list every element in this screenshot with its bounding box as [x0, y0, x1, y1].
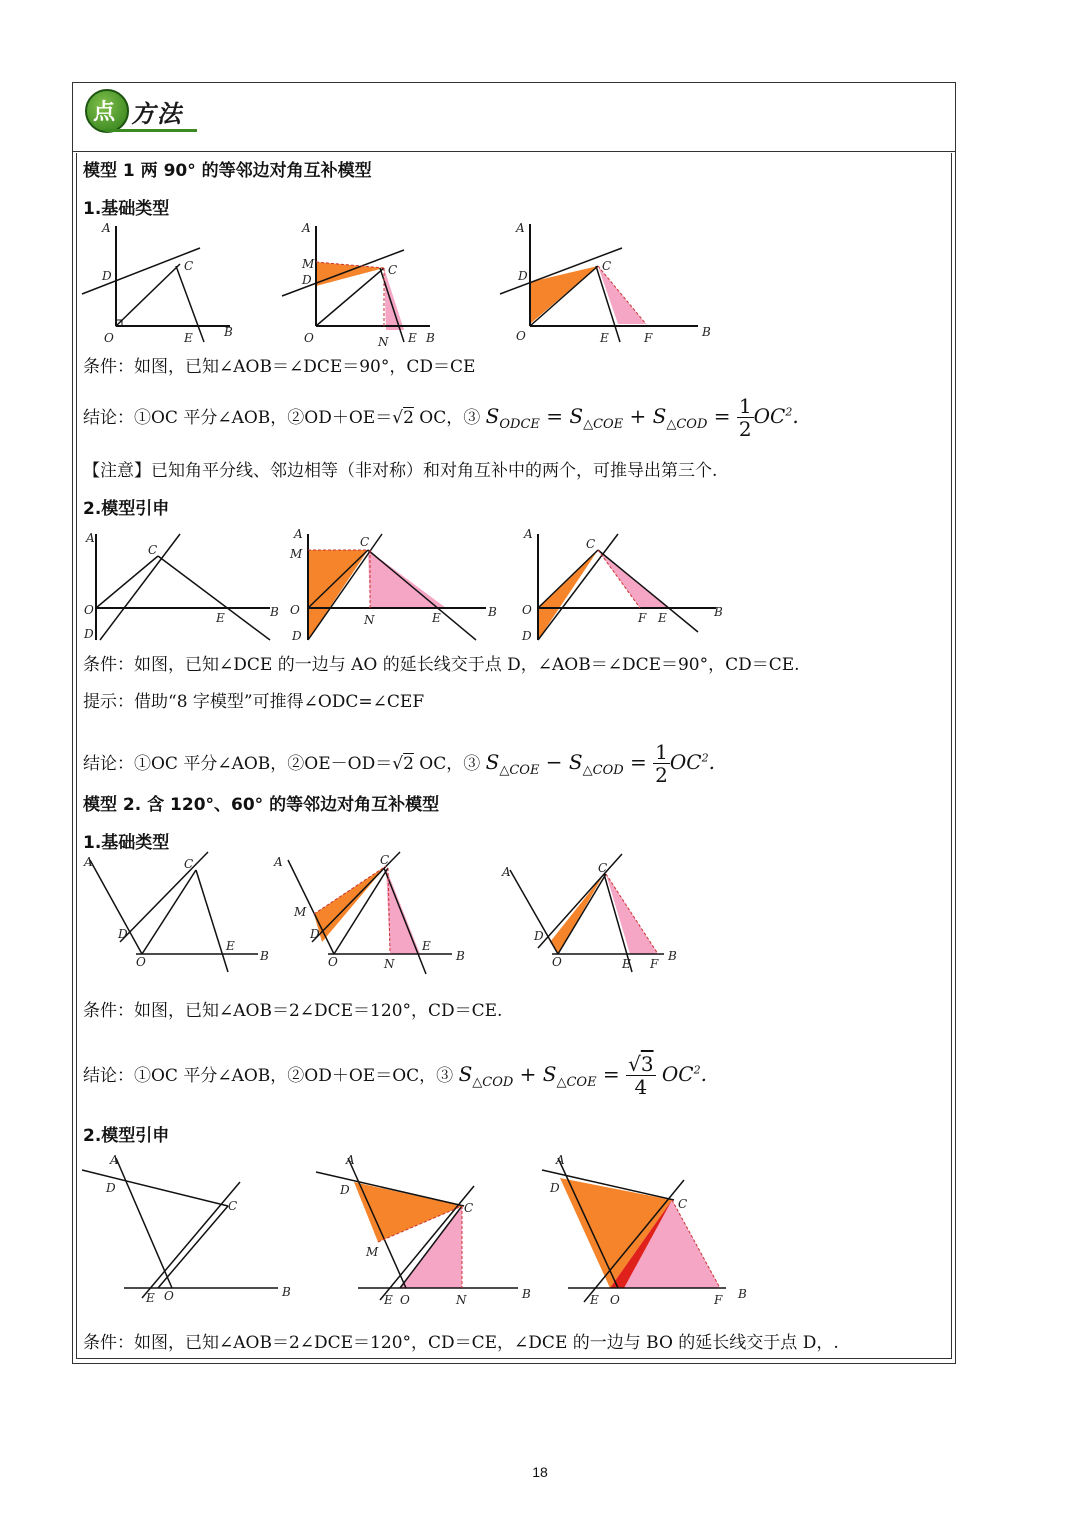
svg-text:A: A: [102, 221, 111, 235]
svg-text:A: A: [274, 855, 283, 869]
svg-text:E: E: [658, 611, 667, 625]
svg-text:E: E: [600, 331, 609, 345]
svg-text:A: A: [502, 865, 511, 879]
figure-2f: [536, 1150, 766, 1310]
svg-text:F: F: [644, 331, 653, 345]
svg-text:C: C: [184, 259, 194, 273]
svg-text:A: A: [346, 1153, 355, 1167]
svg-text:D: D: [550, 1181, 560, 1195]
model2-conclusion1-prefix: 结论：①OC 平分∠AOB，②OD＋OE＝OC，③: [83, 1066, 454, 1086]
svg-text:A: A: [84, 855, 93, 869]
svg-text:B: B: [488, 605, 497, 619]
svg-text:C: C: [380, 853, 390, 867]
svg-text:E: E: [384, 1293, 393, 1307]
svg-text:M: M: [290, 547, 303, 561]
area-formula-1: $S_{ODCE} = S_{\triangle COE} + S_{\triangle COD}$ = $\frac{1}{2}$ $OC^2$.: [485, 394, 799, 441]
model1-basic-title: 1.基础类型: [83, 199, 170, 219]
svg-text:E: E: [216, 611, 225, 625]
svg-text:E: E: [590, 1293, 599, 1307]
figure-2d: [80, 1150, 300, 1310]
svg-text:N: N: [364, 613, 375, 627]
svg-text:E: E: [422, 939, 431, 953]
svg-text:B: B: [738, 1287, 747, 1301]
svg-text:C: C: [464, 1201, 474, 1215]
figure-1f: [520, 528, 740, 648]
model1-conclusion1: [83, 396, 799, 439]
svg-text:O: O: [552, 955, 562, 969]
model2-ext-title: 2.模型引申: [83, 1126, 170, 1146]
svg-text:D: D: [340, 1183, 350, 1197]
svg-text:B: B: [260, 949, 269, 963]
svg-text:C: C: [228, 1199, 238, 1213]
conclusion1-prefix: 结论：①OC 平分∠AOB，②OD＋OE＝: [83, 408, 393, 428]
svg-text:B: B: [702, 325, 711, 339]
svg-text:A: A: [556, 1153, 565, 1167]
svg-text:O: O: [84, 603, 94, 617]
svg-text:B: B: [270, 605, 279, 619]
svg-text:B: B: [282, 1285, 291, 1299]
svg-text:O: O: [516, 329, 526, 343]
svg-text:C: C: [678, 1197, 688, 1211]
svg-text:F: F: [650, 957, 659, 971]
svg-text:O: O: [304, 331, 314, 345]
svg-text:E: E: [146, 1291, 155, 1305]
svg-text:O: O: [610, 1293, 620, 1307]
model1-note: 【注意】已知角平分线、邻边相等（非对称）和对角互补中的两个，可推导出第三个.: [83, 461, 718, 481]
svg-text:O: O: [328, 955, 338, 969]
svg-text:A: A: [110, 1153, 119, 1167]
svg-text:E: E: [184, 331, 193, 345]
svg-text:D: D: [522, 629, 532, 643]
svg-text:D: D: [106, 1181, 116, 1195]
svg-text:D: D: [292, 629, 302, 643]
figure-1d: [80, 528, 290, 648]
svg-text:F: F: [638, 611, 647, 625]
svg-text:E: E: [226, 939, 235, 953]
model2-conclusion1: [83, 1054, 707, 1097]
svg-text:O: O: [136, 955, 146, 969]
model1-condition1: 条件：如图，已知∠AOB＝∠DCE＝90°，CD＝CE: [83, 357, 476, 377]
svg-text:A: A: [516, 221, 525, 235]
logo-char: 点: [93, 100, 116, 125]
svg-text:B: B: [668, 949, 677, 963]
svg-text:C: C: [360, 535, 370, 549]
method-logo: [85, 89, 205, 133]
svg-text:C: C: [184, 857, 194, 871]
svg-text:D: D: [310, 927, 320, 941]
svg-text:B: B: [426, 331, 435, 345]
page-number: 18: [532, 1464, 548, 1480]
svg-text:B: B: [456, 949, 465, 963]
svg-text:C: C: [388, 263, 398, 277]
figure-1e: [286, 528, 506, 648]
svg-text:D: D: [102, 269, 112, 283]
conclusion2-mid: OC，③: [419, 754, 481, 774]
svg-text:D: D: [118, 927, 128, 941]
figure-1a: [80, 218, 250, 348]
sqrt2-symbol: √2: [392, 408, 414, 428]
model1-condition2: 条件：如图，已知∠DCE 的一边与 AO 的延长线交于点 D，∠AOB＝∠DCE＝90°，CD＝CE.: [83, 655, 800, 675]
model1-title: 模型 1 两 90° 的等邻边对角互补模型: [83, 161, 372, 181]
header-box: [73, 83, 955, 152]
svg-text:D: D: [84, 627, 94, 641]
svg-text:M: M: [302, 257, 315, 271]
svg-text:A: A: [302, 221, 311, 235]
svg-text:B: B: [522, 1287, 531, 1301]
svg-text:M: M: [294, 905, 307, 919]
figure-2a: [80, 850, 280, 980]
svg-text:D: D: [534, 929, 544, 943]
sqrt2-symbol-2: √2: [392, 754, 414, 774]
logo-text: 方法: [131, 100, 183, 128]
svg-text:B: B: [714, 605, 723, 619]
svg-text:O: O: [400, 1293, 410, 1307]
model1-conclusion2: [83, 742, 715, 785]
svg-text:O: O: [164, 1289, 174, 1303]
conclusion2-prefix: 结论：①OC 平分∠AOB，②OE－OD＝: [83, 754, 393, 774]
svg-text:A: A: [294, 527, 303, 541]
model2-basic-title: 1.基础类型: [83, 833, 170, 853]
svg-text:N: N: [456, 1293, 467, 1307]
conclusion1-mid: OC，③: [419, 408, 481, 428]
svg-text:B: B: [224, 325, 233, 339]
svg-text:N: N: [378, 335, 389, 349]
svg-text:A: A: [524, 527, 533, 541]
figure-1b: [280, 218, 450, 348]
svg-text:M: M: [366, 1245, 379, 1259]
svg-text:C: C: [586, 537, 596, 551]
model2-condition1: 条件：如图，已知∠AOB＝2∠DCE＝120°，CD＝CE.: [83, 1001, 503, 1021]
svg-text:D: D: [518, 269, 528, 283]
svg-text:O: O: [290, 603, 300, 617]
svg-text:E: E: [622, 957, 631, 971]
area-formula-2: $S_{\triangle COE} - S_{\triangle COD}$ = $\frac{1}{2}$ $OC^2$.: [485, 740, 715, 787]
figure-2b: [270, 850, 470, 980]
svg-text:E: E: [432, 611, 441, 625]
model1-hint: 提示：借助“8 字模型”可推得∠ODC=∠CEF: [83, 692, 425, 712]
model1-ext-title: 2.模型引申: [83, 499, 170, 519]
model2-condition2: 条件：如图，已知∠AOB＝2∠DCE＝120°，CD＝CE，∠DCE 的一边与 BO 的延长线交于点 D，.: [83, 1333, 839, 1353]
area-formula-3: $S_{\triangle COD} + S_{\triangle COE}$ = $\frac{√3}{4}$ $OC^2$.: [458, 1052, 707, 1099]
model2-title: 模型 2. 含 120°、60° 的等邻边对角互补模型: [83, 795, 440, 815]
figure-2e: [314, 1150, 544, 1310]
svg-text:C: C: [602, 259, 612, 273]
svg-text:C: C: [148, 543, 158, 557]
svg-text:A: A: [86, 531, 95, 545]
svg-text:F: F: [714, 1293, 723, 1307]
figure-1c: [498, 218, 718, 348]
svg-text:D: D: [302, 273, 312, 287]
svg-text:O: O: [104, 331, 114, 345]
figure-2c: [498, 850, 698, 980]
svg-text:N: N: [384, 957, 395, 971]
logo-underline: [105, 129, 197, 132]
svg-text:C: C: [598, 861, 608, 875]
svg-text:O: O: [522, 603, 532, 617]
svg-text:E: E: [408, 331, 417, 345]
